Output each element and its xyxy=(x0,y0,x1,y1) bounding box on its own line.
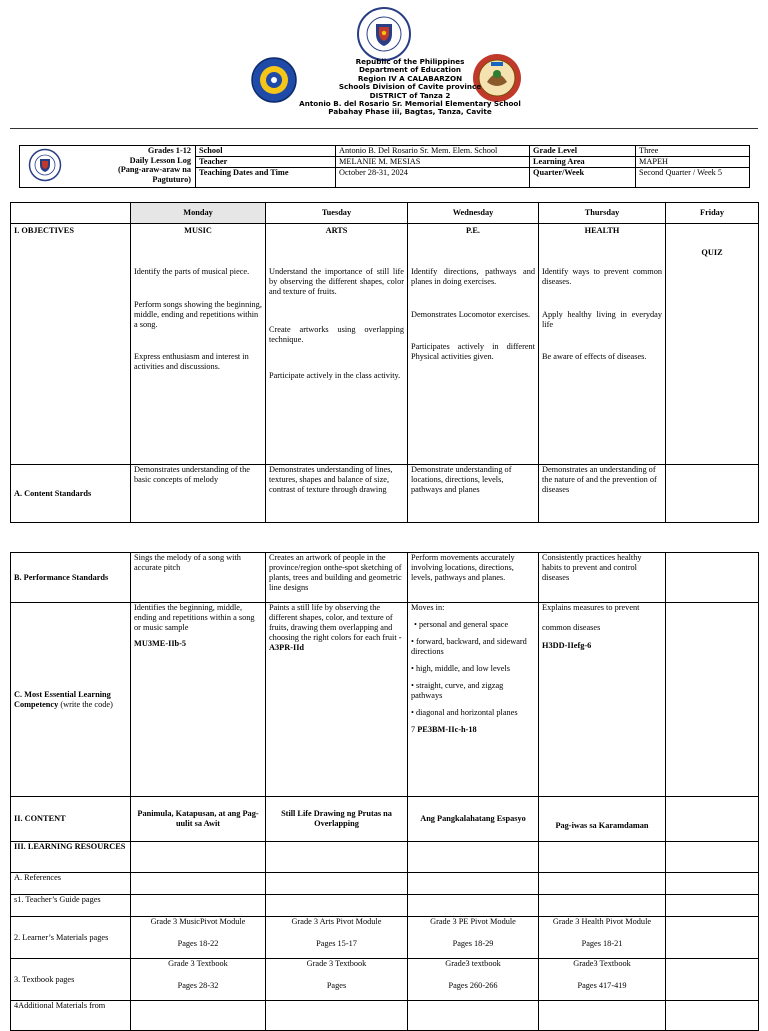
competency-label xyxy=(11,603,131,797)
material-pages: Pages 18-29 xyxy=(452,939,494,948)
learning-area-label: Learning Area xyxy=(530,157,636,168)
content-thursday: Pag-iwas sa Karamdaman xyxy=(539,797,666,842)
teacher-guide-cell xyxy=(131,895,266,917)
deped-logo-cell xyxy=(20,146,196,188)
teacher-guide-cell xyxy=(539,895,666,917)
objective-item: Identify directions, pathways and planes in doing exercises. xyxy=(411,267,535,286)
letterhead-line: Republic of the Philippines xyxy=(355,57,465,66)
textbook-title: Grade3 Textbook xyxy=(573,959,631,968)
letterhead-line: Department of Education xyxy=(358,65,462,75)
performance-standard-wednesday: Perform movements accurately involving locations, directions, levels, pathways and planes. xyxy=(408,553,539,603)
learner-materials-friday xyxy=(666,917,759,959)
references-cell xyxy=(266,873,408,895)
dates-value: October 28-31, 2024 xyxy=(336,168,530,188)
objectives-table xyxy=(10,202,759,523)
competency-code: -A3PR-IId xyxy=(269,633,402,652)
competency-text: Paints a still life by observing the different shapes, color, and texture of fruits, drawing them overlapping and choosing the right colors for each fruit xyxy=(269,603,399,642)
day-header-tuesday: Tuesday xyxy=(266,203,408,224)
additional-cell xyxy=(131,1001,266,1031)
competency-line: common diseases xyxy=(542,623,601,632)
teacher-guide-cell xyxy=(666,895,759,917)
material-pages: Pages 15-17 xyxy=(316,939,357,948)
objective-item: Be aware of effects of diseases. xyxy=(542,352,647,361)
competency-code: H3DD-IIefg-6 xyxy=(542,641,592,650)
grade-level-label: Grade Level xyxy=(530,146,636,157)
corner-cell xyxy=(11,203,131,224)
textbook-thursday xyxy=(539,959,666,1001)
competency-code-prefix: 7 xyxy=(411,725,418,734)
objective-item: Create artworks using overlapping technique. xyxy=(269,325,404,344)
deped-small-seal xyxy=(28,148,62,182)
textbook-title: Grade 3 Textbook xyxy=(168,959,228,968)
competency-thursday xyxy=(539,603,666,797)
content-standard-friday xyxy=(666,465,759,523)
subject-health: HEALTH xyxy=(584,226,620,235)
content-standard-tuesday: Demonstrates understanding of lines, textures, shapes and balance of size, contrast of texture through drawing xyxy=(266,465,408,523)
textbook-title: Grade 3 Textbook xyxy=(306,959,367,968)
competency-wednesday xyxy=(408,603,539,797)
material-title: Grade 3 Health Pivot Module xyxy=(552,917,652,926)
teacher-guide-cell xyxy=(266,895,408,917)
learner-materials-label: 2. Learner’s Materials pages xyxy=(11,917,131,959)
objective-item: Demonstrates Locomotor exercises. xyxy=(411,310,531,319)
thursday-objectives xyxy=(539,224,666,465)
competency-item: • straight, curve, and zigzag pathways xyxy=(411,681,504,700)
resources-cell xyxy=(408,842,539,873)
textbook-title: Grade3 textbook xyxy=(445,959,501,968)
day-header-thursday: Thursday xyxy=(539,203,666,224)
performance-standards-label: B. Performance Standards xyxy=(11,553,131,603)
dates-label: Teaching Dates and Time xyxy=(196,168,336,188)
textbook-label: 3. Textbook pages xyxy=(11,959,131,1001)
teacher-value: MELANIE M. MESIAS xyxy=(336,157,530,168)
performance-standard-monday: Sings the melody of a song with accurate pitch xyxy=(131,553,266,603)
subject-arts: ARTS xyxy=(325,226,348,235)
day-header-wednesday: Wednesday xyxy=(408,203,539,224)
learning-resources-label: III. LEARNING RESOURCES xyxy=(11,842,131,873)
learner-materials-tuesday xyxy=(266,917,408,959)
day-header-monday: Monday xyxy=(131,203,266,224)
letterhead-line: Pabahay Phase iii, Bagtas, Tanza, Cavite xyxy=(328,107,492,117)
references-cell xyxy=(408,873,539,895)
performance-standard-friday xyxy=(666,553,759,603)
day-header-friday: Friday xyxy=(666,203,759,224)
school-value: Antonio B. Del Rosario Sr. Mem. Elem. School xyxy=(336,146,530,157)
objective-item: Identify the parts of musical piece. xyxy=(134,267,250,276)
competency-line: Explains measures to prevent xyxy=(542,603,640,612)
competency-friday xyxy=(666,603,759,797)
wednesday-objectives xyxy=(408,224,539,465)
textbook-friday xyxy=(666,959,759,1001)
additional-materials-label: 4Additional Materials from xyxy=(11,1001,131,1031)
learner-materials-monday xyxy=(131,917,266,959)
friday-objectives xyxy=(666,224,759,465)
content-wednesday: Ang Pangkalahatang Espasyo xyxy=(408,797,539,842)
letterhead-text xyxy=(250,58,570,117)
subject-pe: P.E. xyxy=(466,226,480,235)
competency-item: • personal and general space xyxy=(414,620,509,629)
teacher-label: Teacher xyxy=(196,157,336,168)
header-divider xyxy=(10,128,758,129)
content-tuesday: Still Life Drawing ng Prutas na Overlapping xyxy=(266,797,408,842)
school-label: School xyxy=(196,146,336,157)
teacher-guide-label: s1. Teacher’s Guide pages xyxy=(11,895,131,917)
quarter-value: Second Quarter / Week 5 xyxy=(636,168,750,188)
letterhead-line: Schools Division of Cavite province xyxy=(338,82,482,92)
material-pages: Pages 18-22 xyxy=(177,939,219,948)
material-title: Grade 3 MusicPivot Module xyxy=(150,917,246,926)
objectives-label: I. OBJECTIVES xyxy=(11,224,131,465)
tuesday-objectives xyxy=(266,224,408,465)
objective-item: Participate actively in the class activity. xyxy=(269,371,401,380)
competency-code: MU3ME-IIb-5 xyxy=(134,639,187,648)
teacher-guide-cell xyxy=(408,895,539,917)
textbook-wednesday xyxy=(408,959,539,1001)
references-cell xyxy=(539,873,666,895)
log-title-line: (Pang-araw-araw na xyxy=(117,165,191,174)
textbook-pages: Pages xyxy=(326,981,347,990)
log-title-line: Pagtuturo) xyxy=(152,174,191,184)
performance-standard-thursday: Consistently practices healthy habits to prevent and control diseases xyxy=(539,553,666,603)
log-title-line: Daily Lesson Log xyxy=(129,155,191,165)
competency-monday xyxy=(131,603,266,797)
references-cell xyxy=(666,873,759,895)
log-title-line: Grades 1-12 xyxy=(147,146,191,155)
objective-item: Identify ways to prevent common diseases. xyxy=(542,267,662,286)
resources-cell xyxy=(539,842,666,873)
content-friday xyxy=(666,797,759,842)
additional-cell xyxy=(266,1001,408,1031)
objective-item: Express enthusiasm and interest in activities and discussions. xyxy=(134,352,249,371)
objective-item: Participates actively in different Physical activities given. xyxy=(411,342,535,361)
deped-seal xyxy=(354,6,414,62)
performance-standard-tuesday: Creates an artwork of people in the province/region onthe-spot sketching of plants, trees and building and geometric line designs xyxy=(266,553,408,603)
content-standard-monday: Demonstrates understanding of the basic concepts of melody xyxy=(131,465,266,523)
objective-item: Perform songs showing the beginning, middle, ending and repetitions within a song. xyxy=(134,300,262,329)
letterhead-line: Region IV A CALABARZON xyxy=(357,73,463,83)
competency-item: • diagonal and horizontal planes xyxy=(411,708,518,717)
competency-text: Identifies the beginning, middle, ending and repetitions within a song or music sample xyxy=(134,603,255,632)
monday-objectives xyxy=(131,224,266,465)
additional-cell xyxy=(539,1001,666,1031)
textbook-pages: Pages 260-266 xyxy=(448,981,498,990)
content-standards-label: A. Content Standards xyxy=(11,465,131,523)
material-pages: Pages 18-21 xyxy=(581,939,623,948)
content-standard-wednesday: Demonstrate understanding of locations, directions, levels, pathways and planes xyxy=(408,465,539,523)
learner-materials-thursday xyxy=(539,917,666,959)
competency-intro: Moves in: xyxy=(411,603,445,612)
competency-label-bold: C. Most Essential Learning Competency xyxy=(14,689,111,709)
competency-item: • high, middle, and low levels xyxy=(411,664,510,673)
textbook-pages: Pages 28-32 xyxy=(177,981,219,990)
letterhead-line: DISTRICT of Tanza 2 xyxy=(369,90,451,100)
content-monday: Panimula, Katapusan, at ang Pag-uulit sa Awit xyxy=(131,797,266,842)
resources-cell xyxy=(266,842,408,873)
resources-cell xyxy=(131,842,266,873)
additional-cell xyxy=(408,1001,539,1031)
quiz-label: QUIZ xyxy=(701,248,723,257)
quarter-label: Quarter/Week xyxy=(530,168,636,188)
references-label: A. References xyxy=(11,873,131,895)
additional-cell xyxy=(666,1001,759,1031)
references-cell xyxy=(131,873,266,895)
textbook-tuesday xyxy=(266,959,408,1001)
competency-label-note: (write the code) xyxy=(58,699,113,709)
material-title: Grade 3 Arts Pivot Module xyxy=(291,917,382,926)
grade-level-value: Three xyxy=(636,146,750,157)
material-title: Grade 3 PE Pivot Module xyxy=(430,917,516,926)
content-standard-thursday: Demonstrates an understanding of the nature of and the prevention of diseases xyxy=(539,465,666,523)
letterhead-line: Antonio B. del Rosario Sr. Memorial Elementary School xyxy=(299,99,521,109)
objective-item: Understand the importance of still life by observing the different shapes, color and texture of fruits. xyxy=(269,267,404,296)
competency-code: PE3BM-IIc-h-18 xyxy=(417,725,477,734)
content-label: II. CONTENT xyxy=(11,797,131,842)
subject-music: MUSIC xyxy=(184,226,212,235)
textbook-monday xyxy=(131,959,266,1001)
learner-materials-wednesday xyxy=(408,917,539,959)
objective-item: Apply healthy living in everyday life xyxy=(542,310,662,329)
resources-cell xyxy=(666,842,759,873)
learning-area-value: MAPEH xyxy=(636,157,750,168)
competency-item: • forward, backward, and sideward directions xyxy=(411,637,527,656)
info-table xyxy=(19,145,750,188)
lesson-table xyxy=(10,552,759,1031)
textbook-pages: Pages 417-419 xyxy=(577,981,627,990)
competency-tuesday xyxy=(266,603,408,797)
